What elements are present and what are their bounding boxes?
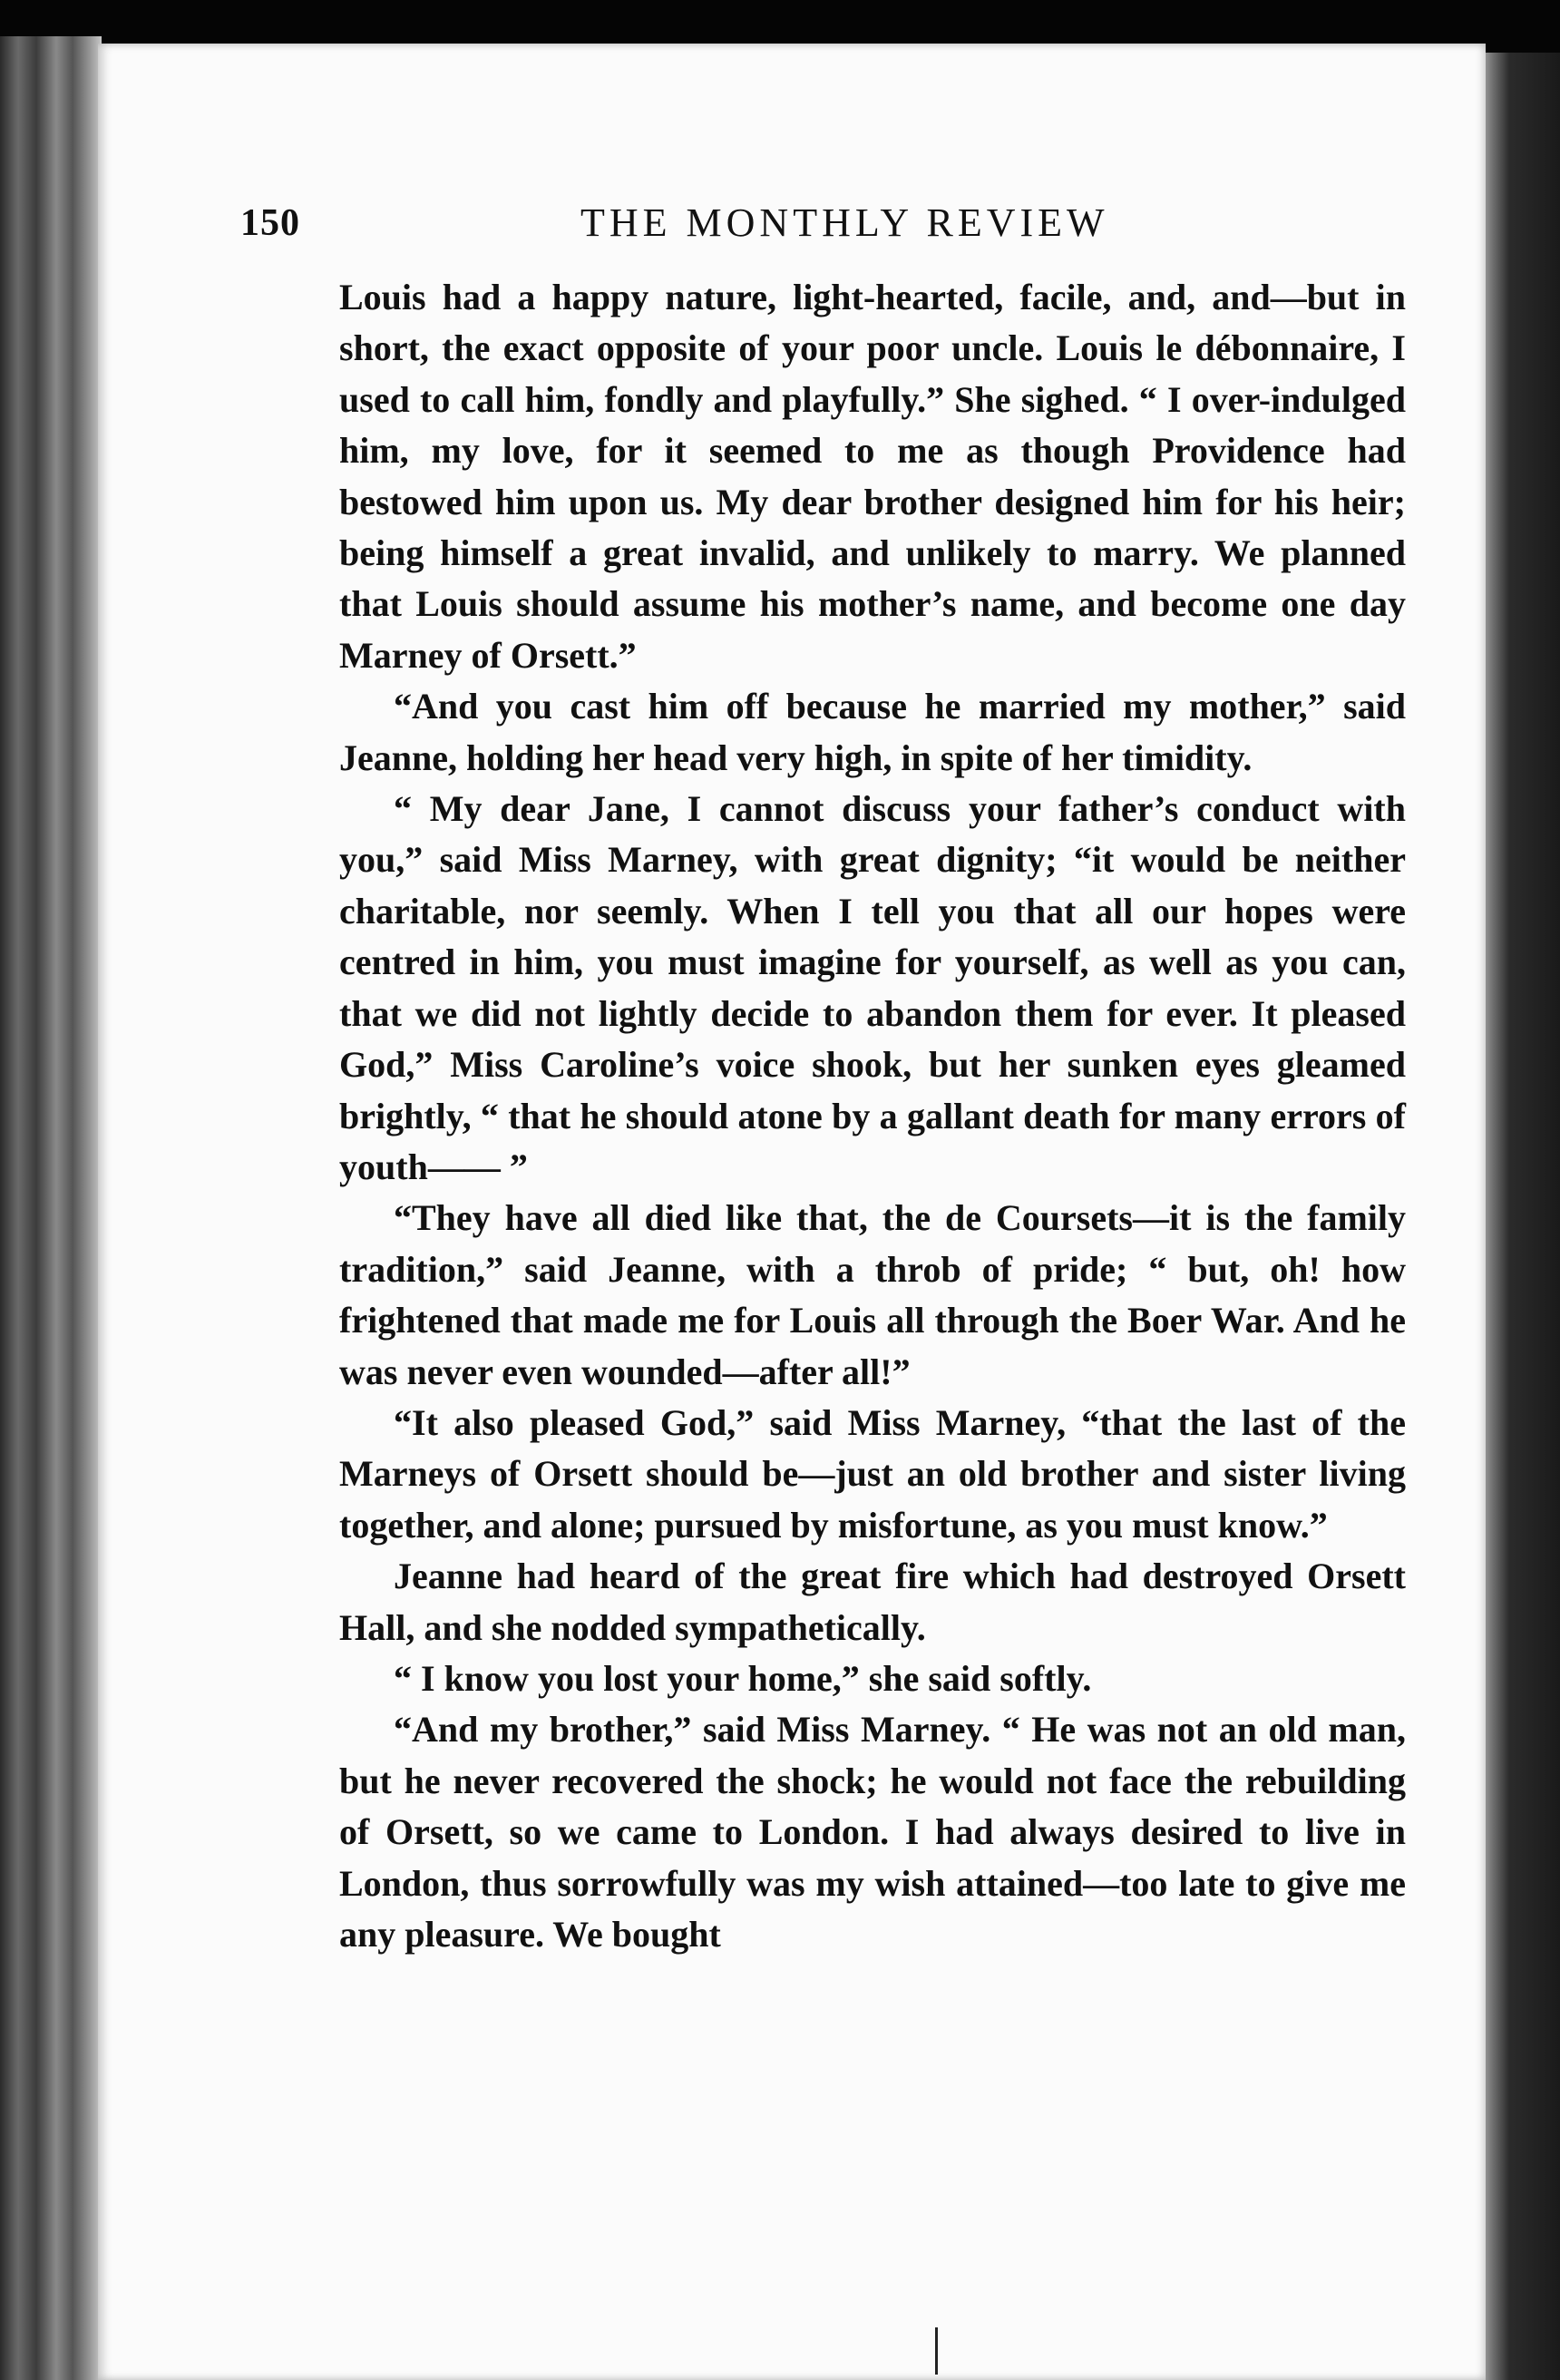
paragraph: “And you cast him off because he married my mother,” said Jeanne, holding her head very high, in spite of her timidity.: [339, 686, 1406, 778]
book-left-page-edges: [0, 36, 102, 2380]
book-right-page-edges: [1477, 53, 1560, 2380]
page-number: 150: [240, 202, 300, 244]
running-header: [240, 201, 1184, 256]
paragraph: “ My dear Jane, I cannot discuss your father’s conduct with you,” said Miss Marney, with great dignity; “it would be neither charitable, nor seemly. When I tell you that all our hopes were centred in him, you must imagine for yourself, as well as you can, that we did not lightly decide to abandon them for ever. It pleased God,” Miss Caroline’s voice shook, but her sunken eyes gleamed brightly, “ that he should atone by a gallant death for many errors of youth—— ”: [339, 788, 1406, 1187]
paragraph: “They have all died like that, the de Coursets—it is the family tradition,” said Jeanne, with a throb of pride; “ but, oh! how frightened that made me for Louis all through the Boer War. And he was never even wounded—after all!”: [339, 1197, 1406, 1392]
paragraph: “It also pleased God,” said Miss Marney, “that the last of the Marneys of Orsett should be—just an old brother and sister living together, and alone; pursued by misfortune, as you must know.”: [339, 1401, 1406, 1546]
journal-title: THE MONTHLY REVIEW: [580, 200, 1109, 245]
paragraph: Louis had a happy nature, light-hearted, facile, and, and—but in short, the exact opposite of your poor uncle. Louis le débonnaire, I used to call him, fondly and playfully.” She sighed. “ I over-indulged him, my love, for it seemed to me as though Providence had bestowed him upon us. My dear brother designed him for his heir; being himself a great invalid, and unlikely to marry. We planned that Louis should assume his mother’s name, and become one day Marney of Orsett.”: [339, 277, 1406, 676]
paragraph: Jeanne had heard of the great fire which had destroyed Orsett Hall, and she nodded sympathetically.: [339, 1556, 1406, 1648]
scan-gutter-mark: [935, 2327, 938, 2375]
paragraph: “And my brother,” said Miss Marney. “ He was not an old man, but he never recovered the shock; he would not face the rebuilding of Orsett, so we came to London. I had always desired to live in London, thus sorrowfully was my wish attained—too late to give me any pleasure. We bought: [339, 1709, 1406, 1955]
paragraph: “ I know you lost your home,” she said softly.: [394, 1657, 1092, 1699]
body-text: [339, 272, 1406, 1960]
